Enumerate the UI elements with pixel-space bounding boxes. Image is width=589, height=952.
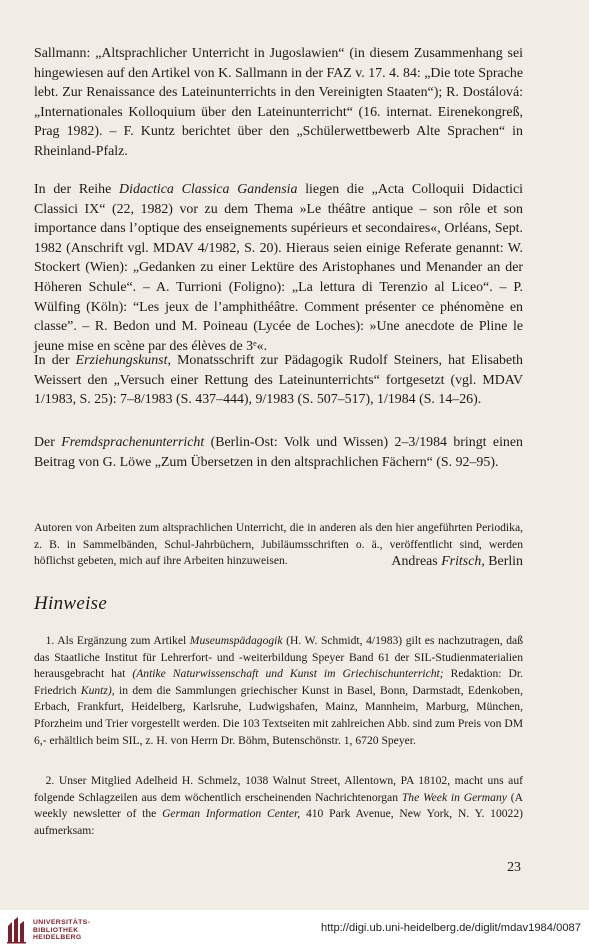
- italic-title: Didactica Classica Gandensia: [119, 182, 298, 197]
- signature-name: Andreas: [391, 554, 442, 569]
- italic-title: (Antike Naturwissenschaft und Kunst im Griechischunterricht;: [132, 667, 444, 681]
- paragraph-didactica: [34, 180, 523, 356]
- paragraph-text: Der: [34, 435, 62, 450]
- paragraph-text: liegen die „Acta Colloquii Didactici Classici IX“ (22, 1982) vor zu dem Thema »Le théâtre antique – son rôle et son importance dans l’optique des enseignements supérieurs et secondaires«, Orléans, Sept. 1982 (Anschrift vgl. MDAV 4/1982, S. 20). Hieraus seien einige Referate genannt: W. Stockert (Wien): „Gedanken zu einer Lektüre des Aristophanes und Menander an der Höheren Schule“. – A. Turrioni (Foligno): „La lettura di Terenzio al Liceo“. – P. Wülfing (Köln): “Les jeux de l’amphithéâtre. Comment présenter ce phénomène en classe”. – R. Bedon und M. Poineau (Lycée de Loches): »Une anecdote de Pline le jeune mise en scène par des élèves de 3ᵉ«.: [34, 182, 523, 354]
- note-text: 410 Park Avenue, New York, N. Y. 10022) aufmerksam:: [34, 807, 523, 837]
- signature-place: Berlin: [484, 554, 523, 569]
- paragraph-fremdsprachenunterricht: [34, 433, 523, 472]
- notice-text: Autoren von Arbeiten zum altsprachlichen Unterricht, die in anderen als den hier angeführten Periodika, z. B. in Sammelbänden, Schul-Jahrbüchern, Jubiläumsschriften o. ä., veröffentlicht sind, werden höflichst gebeten, mich auf ihre Arbeiten hinzuweisen.: [34, 521, 523, 568]
- paragraph-text: (Berlin-Ost: Volk und Wissen) 2–3/1984 bringt einen Beitrag von G. Löwe „Zum Übersetzen in den altsprachlichen Fächern“ (S. 92–95).: [34, 435, 523, 470]
- note-text: in dem die Sammlungen griechischer Kunst in Basel, Bonn, Darmstadt, Edenkoben, Erbach, Frankfurt, Heidelberg, Karlsruhe, Ludwigshafen, Mainz, Mannheim, Marburg, München, Pforzheim und Trier vorgestellt werden. Die 103 Textseiten mit zahlreichen Abb. sind zum Preis von DM 6,- erhältlich beim SIL, z. H. von Herrn Dr. Böhm, Butenschönstr. 1, 6720 Speyer.: [34, 683, 523, 747]
- paragraph-text: Monatsschrift zur Pädagogik Rudolf Steiners, hat Elisabeth Weissert den „Versuch einer Rettung des Lateinunterrichts“ fortgesetzt (vgl. MDAV 1/1983, S. 25): 7–8/1983 (S. 437–444), 9/1983 (S. 507–517), 1/1984 (S. 14–26).: [34, 353, 523, 408]
- italic-title: The Week in Germany: [401, 790, 507, 804]
- signature-surname: Fritsch,: [441, 554, 485, 569]
- italic-title: German Information Center,: [162, 807, 301, 821]
- italic-name: Kuntz),: [80, 683, 115, 697]
- source-url-link[interactable]: http://digi.ub.uni-heidelberg.de/diglit/mdav1984/0087: [321, 922, 581, 934]
- italic-title: Museumspädagogik: [189, 634, 283, 647]
- note-1: [34, 633, 523, 749]
- paragraph-sallmann: [34, 44, 523, 162]
- paragraph-text: Sallmann: „Altsprachlicher Unterricht in Jugoslawien“ (in diesem Zusammenhang sei hingewiesen auf den Artikel von K. Sallmann in der FAZ v. 17. 4. 84: „Die tote Sprache lebt. Zur Renaissance des Lateinunterrichts in den Vereinigten Staaten“); R. Dostálová: „Internationales Kolloquium über den Lateinunterricht“ (16. internat. Eirenekongreß, Prag 1982). – F. Kuntz berichtet über den „Schülerwettbewerb Alte Sprachen“ in Rheinland-Pfalz.: [34, 46, 523, 159]
- logo-line: HEIDELBERG: [33, 934, 82, 942]
- library-logo-icon: [6, 916, 28, 944]
- library-logo-text: [33, 919, 90, 942]
- paragraph-erziehungskunst: [34, 351, 523, 410]
- italic-title: Fremdsprachenunterricht: [61, 435, 205, 450]
- italic-title: Erziehungskunst,: [75, 353, 171, 368]
- footer-bar: [0, 910, 589, 952]
- note-2: [34, 773, 523, 839]
- page-number: 23: [507, 860, 521, 875]
- paragraph-text: In der Reihe: [34, 182, 120, 197]
- signature: [391, 552, 523, 572]
- logo-line: UNIVERSITÄTS-: [33, 919, 91, 926]
- note-text: Redaktion: Dr. Friedrich: [34, 667, 523, 697]
- note-text: 1. Als Ergänzung zum Artikel: [45, 634, 190, 647]
- section-heading: Hinweise: [34, 593, 108, 614]
- note-text: (H. W. Schmidt, 4/1983) gilt es nachzutragen, daß das Staatliche Institut für Lehrerfort- und -weiterbildung Speyer Band 61 der SIL-Studienmaterialien herausgebracht hat: [34, 634, 523, 681]
- paragraph-text: In der: [34, 353, 76, 368]
- logo-line: BIBLIOTHEK: [33, 926, 79, 934]
- note-text: (A weekly newsletter of the: [34, 790, 523, 821]
- note-text: 2. Unser Mitglied Adelheid H. Schmelz, 1038 Walnut Street, Allentown, PA 18102, macht uns auf folgende Schlagzeilen aus dem wöchentlich erscheinenden Nachrichtenorgan: [34, 774, 523, 804]
